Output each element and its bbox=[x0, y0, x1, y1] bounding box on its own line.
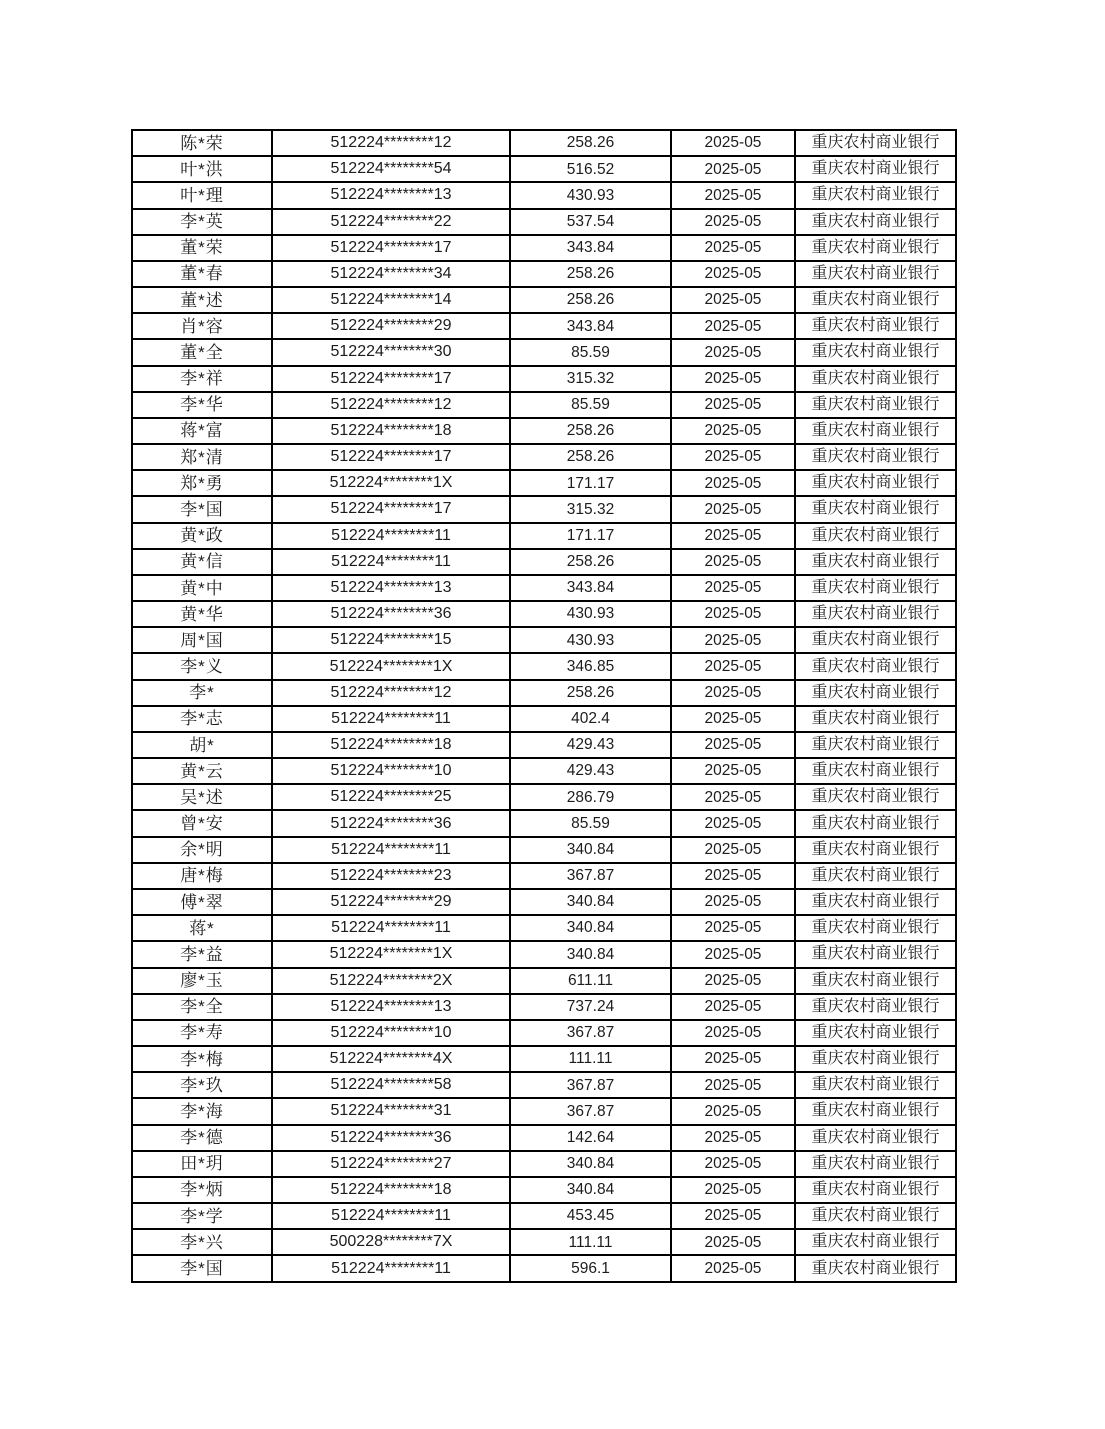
cell-id_number: 512224********17 bbox=[272, 496, 510, 522]
cell-bank: 重庆农村商业银行 bbox=[795, 156, 956, 182]
table-row bbox=[132, 496, 956, 522]
cell-month: 2025-05 bbox=[671, 1072, 795, 1098]
cell-bank: 重庆农村商业银行 bbox=[795, 889, 956, 915]
cell-name: 廖*玉 bbox=[132, 968, 272, 994]
table-row bbox=[132, 706, 956, 732]
cell-id_number: 512224********11 bbox=[272, 837, 510, 863]
cell-bank: 重庆农村商业银行 bbox=[795, 575, 956, 601]
cell-amount: 315.32 bbox=[510, 496, 671, 522]
cell-bank: 重庆农村商业银行 bbox=[795, 1177, 956, 1203]
cell-month: 2025-05 bbox=[671, 837, 795, 863]
cell-amount: 430.93 bbox=[510, 182, 671, 208]
cell-amount: 340.84 bbox=[510, 915, 671, 941]
cell-month: 2025-05 bbox=[671, 392, 795, 418]
cell-month: 2025-05 bbox=[671, 313, 795, 339]
table-row bbox=[132, 156, 956, 182]
cell-bank: 重庆农村商业银行 bbox=[795, 1020, 956, 1046]
cell-name: 吴*述 bbox=[132, 784, 272, 810]
table-row bbox=[132, 575, 956, 601]
table-row bbox=[132, 444, 956, 470]
cell-month: 2025-05 bbox=[671, 182, 795, 208]
cell-month: 2025-05 bbox=[671, 261, 795, 287]
cell-id_number: 512224********12 bbox=[272, 130, 510, 156]
cell-name: 田*玥 bbox=[132, 1151, 272, 1177]
cell-month: 2025-05 bbox=[671, 575, 795, 601]
cell-amount: 111.11 bbox=[510, 1046, 671, 1072]
cell-month: 2025-05 bbox=[671, 470, 795, 496]
cell-amount: 286.79 bbox=[510, 784, 671, 810]
cell-bank: 重庆农村商业银行 bbox=[795, 313, 956, 339]
cell-amount: 85.59 bbox=[510, 810, 671, 836]
cell-bank: 重庆农村商业银行 bbox=[795, 182, 956, 208]
cell-id_number: 512224********23 bbox=[272, 863, 510, 889]
cell-bank: 重庆农村商业银行 bbox=[795, 366, 956, 392]
cell-name: 李*寿 bbox=[132, 1020, 272, 1046]
table-row bbox=[132, 863, 956, 889]
table-row bbox=[132, 915, 956, 941]
cell-name: 傅*翠 bbox=[132, 889, 272, 915]
cell-bank: 重庆农村商业银行 bbox=[795, 627, 956, 653]
cell-month: 2025-05 bbox=[671, 706, 795, 732]
table-row bbox=[132, 130, 956, 156]
cell-id_number: 512224********13 bbox=[272, 182, 510, 208]
table-row bbox=[132, 392, 956, 418]
cell-name: 李*兴 bbox=[132, 1229, 272, 1255]
cell-bank: 重庆农村商业银行 bbox=[795, 287, 956, 313]
cell-amount: 596.1 bbox=[510, 1255, 671, 1282]
cell-name: 李*志 bbox=[132, 706, 272, 732]
cell-amount: 537.54 bbox=[510, 209, 671, 235]
cell-name: 蒋* bbox=[132, 915, 272, 941]
cell-name: 周*国 bbox=[132, 627, 272, 653]
cell-bank: 重庆农村商业银行 bbox=[795, 653, 956, 679]
cell-month: 2025-05 bbox=[671, 1203, 795, 1229]
table-row bbox=[132, 1125, 956, 1151]
table-row bbox=[132, 339, 956, 365]
cell-month: 2025-05 bbox=[671, 366, 795, 392]
table-row bbox=[132, 261, 956, 287]
cell-name: 黄*中 bbox=[132, 575, 272, 601]
cell-amount: 258.26 bbox=[510, 444, 671, 470]
cell-month: 2025-05 bbox=[671, 339, 795, 365]
table-row bbox=[132, 810, 956, 836]
cell-month: 2025-05 bbox=[671, 1151, 795, 1177]
cell-month: 2025-05 bbox=[671, 968, 795, 994]
cell-amount: 516.52 bbox=[510, 156, 671, 182]
cell-month: 2025-05 bbox=[671, 156, 795, 182]
cell-amount: 429.43 bbox=[510, 732, 671, 758]
cell-bank: 重庆农村商业银行 bbox=[795, 732, 956, 758]
cell-amount: 346.85 bbox=[510, 653, 671, 679]
cell-amount: 737.24 bbox=[510, 994, 671, 1020]
cell-name: 肖*容 bbox=[132, 313, 272, 339]
cell-name: 胡* bbox=[132, 732, 272, 758]
table-row bbox=[132, 758, 956, 784]
cell-id_number: 512224********36 bbox=[272, 601, 510, 627]
cell-id_number: 512224********11 bbox=[272, 523, 510, 549]
cell-amount: 171.17 bbox=[510, 470, 671, 496]
cell-amount: 171.17 bbox=[510, 523, 671, 549]
cell-bank: 重庆农村商业银行 bbox=[795, 968, 956, 994]
cell-id_number: 512224********58 bbox=[272, 1072, 510, 1098]
cell-month: 2025-05 bbox=[671, 810, 795, 836]
cell-id_number: 512224********4X bbox=[272, 1046, 510, 1072]
cell-amount: 315.32 bbox=[510, 366, 671, 392]
cell-bank: 重庆农村商业银行 bbox=[795, 915, 956, 941]
cell-month: 2025-05 bbox=[671, 1046, 795, 1072]
cell-month: 2025-05 bbox=[671, 627, 795, 653]
cell-name: 郑*清 bbox=[132, 444, 272, 470]
cell-id_number: 512224********17 bbox=[272, 366, 510, 392]
table-row bbox=[132, 1072, 956, 1098]
table-row bbox=[132, 1203, 956, 1229]
table-row bbox=[132, 523, 956, 549]
cell-bank: 重庆农村商业银行 bbox=[795, 470, 956, 496]
cell-name: 李*梅 bbox=[132, 1046, 272, 1072]
cell-amount: 430.93 bbox=[510, 601, 671, 627]
cell-bank: 重庆农村商业银行 bbox=[795, 1125, 956, 1151]
cell-amount: 258.26 bbox=[510, 418, 671, 444]
cell-bank: 重庆农村商业银行 bbox=[795, 1255, 956, 1282]
table-row bbox=[132, 418, 956, 444]
cell-month: 2025-05 bbox=[671, 496, 795, 522]
table-row bbox=[132, 1151, 956, 1177]
cell-month: 2025-05 bbox=[671, 130, 795, 156]
cell-name: 李*炳 bbox=[132, 1177, 272, 1203]
cell-id_number: 500228********7X bbox=[272, 1229, 510, 1255]
beneficiary-payment-table bbox=[131, 129, 957, 1283]
cell-month: 2025-05 bbox=[671, 1177, 795, 1203]
table-row bbox=[132, 313, 956, 339]
cell-bank: 重庆农村商业银行 bbox=[795, 392, 956, 418]
cell-month: 2025-05 bbox=[671, 1229, 795, 1255]
cell-name: 李*学 bbox=[132, 1203, 272, 1229]
cell-name: 李*海 bbox=[132, 1098, 272, 1124]
cell-id_number: 512224********25 bbox=[272, 784, 510, 810]
cell-amount: 258.26 bbox=[510, 549, 671, 575]
cell-name: 董*春 bbox=[132, 261, 272, 287]
cell-id_number: 512224********1X bbox=[272, 653, 510, 679]
cell-bank: 重庆农村商业银行 bbox=[795, 1046, 956, 1072]
table-row bbox=[132, 837, 956, 863]
cell-amount: 258.26 bbox=[510, 130, 671, 156]
cell-bank: 重庆农村商业银行 bbox=[795, 941, 956, 967]
cell-id_number: 512224********11 bbox=[272, 915, 510, 941]
cell-id_number: 512224********11 bbox=[272, 1203, 510, 1229]
cell-name: 李*祥 bbox=[132, 366, 272, 392]
cell-name: 郑*勇 bbox=[132, 470, 272, 496]
cell-id_number: 512224********11 bbox=[272, 706, 510, 732]
cell-id_number: 512224********18 bbox=[272, 1177, 510, 1203]
cell-id_number: 512224********10 bbox=[272, 758, 510, 784]
table-row bbox=[132, 1229, 956, 1255]
cell-month: 2025-05 bbox=[671, 209, 795, 235]
cell-bank: 重庆农村商业银行 bbox=[795, 837, 956, 863]
cell-month: 2025-05 bbox=[671, 784, 795, 810]
cell-month: 2025-05 bbox=[671, 1255, 795, 1282]
cell-month: 2025-05 bbox=[671, 915, 795, 941]
cell-bank: 重庆农村商业银行 bbox=[795, 235, 956, 261]
cell-name: 余*明 bbox=[132, 837, 272, 863]
cell-name: 李*国 bbox=[132, 496, 272, 522]
cell-name: 李*益 bbox=[132, 941, 272, 967]
cell-amount: 402.4 bbox=[510, 706, 671, 732]
cell-month: 2025-05 bbox=[671, 549, 795, 575]
cell-bank: 重庆农村商业银行 bbox=[795, 418, 956, 444]
cell-month: 2025-05 bbox=[671, 758, 795, 784]
cell-bank: 重庆农村商业银行 bbox=[795, 523, 956, 549]
table-body bbox=[132, 130, 956, 1282]
cell-id_number: 512224********31 bbox=[272, 1098, 510, 1124]
cell-amount: 611.11 bbox=[510, 968, 671, 994]
table-row bbox=[132, 1098, 956, 1124]
cell-bank: 重庆农村商业银行 bbox=[795, 994, 956, 1020]
cell-month: 2025-05 bbox=[671, 994, 795, 1020]
table-row bbox=[132, 1177, 956, 1203]
table-row bbox=[132, 889, 956, 915]
table-row bbox=[132, 941, 956, 967]
cell-amount: 367.87 bbox=[510, 1072, 671, 1098]
cell-id_number: 512224********36 bbox=[272, 810, 510, 836]
cell-name: 李*义 bbox=[132, 653, 272, 679]
cell-name: 李*玖 bbox=[132, 1072, 272, 1098]
cell-name: 董*荣 bbox=[132, 235, 272, 261]
cell-bank: 重庆农村商业银行 bbox=[795, 706, 956, 732]
cell-name: 李*英 bbox=[132, 209, 272, 235]
cell-amount: 367.87 bbox=[510, 863, 671, 889]
table-row bbox=[132, 1255, 956, 1282]
cell-id_number: 512224********12 bbox=[272, 680, 510, 706]
cell-month: 2025-05 bbox=[671, 287, 795, 313]
table-row bbox=[132, 287, 956, 313]
cell-bank: 重庆农村商业银行 bbox=[795, 784, 956, 810]
cell-amount: 343.84 bbox=[510, 235, 671, 261]
cell-month: 2025-05 bbox=[671, 601, 795, 627]
cell-id_number: 512224********17 bbox=[272, 444, 510, 470]
cell-amount: 258.26 bbox=[510, 261, 671, 287]
cell-name: 李*华 bbox=[132, 392, 272, 418]
table-row bbox=[132, 1020, 956, 1046]
cell-bank: 重庆农村商业银行 bbox=[795, 1229, 956, 1255]
cell-id_number: 512224********29 bbox=[272, 889, 510, 915]
cell-bank: 重庆农村商业银行 bbox=[795, 130, 956, 156]
cell-name: 黄*政 bbox=[132, 523, 272, 549]
cell-id_number: 512224********54 bbox=[272, 156, 510, 182]
cell-month: 2025-05 bbox=[671, 653, 795, 679]
cell-id_number: 512224********18 bbox=[272, 418, 510, 444]
cell-name: 黄*华 bbox=[132, 601, 272, 627]
cell-amount: 343.84 bbox=[510, 575, 671, 601]
cell-amount: 367.87 bbox=[510, 1020, 671, 1046]
cell-amount: 85.59 bbox=[510, 392, 671, 418]
cell-bank: 重庆农村商业银行 bbox=[795, 758, 956, 784]
cell-id_number: 512224********18 bbox=[272, 732, 510, 758]
cell-month: 2025-05 bbox=[671, 680, 795, 706]
cell-id_number: 512224********22 bbox=[272, 209, 510, 235]
cell-id_number: 512224********1X bbox=[272, 941, 510, 967]
table-row bbox=[132, 209, 956, 235]
cell-amount: 258.26 bbox=[510, 680, 671, 706]
cell-name: 黄*云 bbox=[132, 758, 272, 784]
cell-bank: 重庆农村商业银行 bbox=[795, 444, 956, 470]
cell-bank: 重庆农村商业银行 bbox=[795, 1098, 956, 1124]
table-row bbox=[132, 680, 956, 706]
cell-bank: 重庆农村商业银行 bbox=[795, 1151, 956, 1177]
cell-month: 2025-05 bbox=[671, 863, 795, 889]
cell-amount: 142.64 bbox=[510, 1125, 671, 1151]
cell-id_number: 512224********13 bbox=[272, 575, 510, 601]
cell-bank: 重庆农村商业银行 bbox=[795, 1072, 956, 1098]
cell-id_number: 512224********17 bbox=[272, 235, 510, 261]
cell-amount: 340.84 bbox=[510, 941, 671, 967]
cell-name: 唐*梅 bbox=[132, 863, 272, 889]
cell-id_number: 512224********27 bbox=[272, 1151, 510, 1177]
cell-amount: 85.59 bbox=[510, 339, 671, 365]
cell-id_number: 512224********13 bbox=[272, 994, 510, 1020]
cell-name: 李*全 bbox=[132, 994, 272, 1020]
table-row bbox=[132, 653, 956, 679]
cell-id_number: 512224********34 bbox=[272, 261, 510, 287]
table-row bbox=[132, 784, 956, 810]
cell-id_number: 512224********29 bbox=[272, 313, 510, 339]
cell-bank: 重庆农村商业银行 bbox=[795, 680, 956, 706]
cell-month: 2025-05 bbox=[671, 1020, 795, 1046]
cell-id_number: 512224********12 bbox=[272, 392, 510, 418]
cell-id_number: 512224********11 bbox=[272, 549, 510, 575]
cell-id_number: 512224********15 bbox=[272, 627, 510, 653]
table-row bbox=[132, 968, 956, 994]
cell-bank: 重庆农村商业银行 bbox=[795, 261, 956, 287]
cell-amount: 340.84 bbox=[510, 837, 671, 863]
cell-bank: 重庆农村商业银行 bbox=[795, 549, 956, 575]
cell-name: 董*全 bbox=[132, 339, 272, 365]
cell-name: 蒋*富 bbox=[132, 418, 272, 444]
cell-name: 董*述 bbox=[132, 287, 272, 313]
table-row bbox=[132, 366, 956, 392]
table-row bbox=[132, 549, 956, 575]
cell-amount: 111.11 bbox=[510, 1229, 671, 1255]
cell-name: 叶*洪 bbox=[132, 156, 272, 182]
cell-id_number: 512224********36 bbox=[272, 1125, 510, 1151]
cell-month: 2025-05 bbox=[671, 941, 795, 967]
cell-amount: 258.26 bbox=[510, 287, 671, 313]
cell-amount: 429.43 bbox=[510, 758, 671, 784]
table-row bbox=[132, 601, 956, 627]
cell-id_number: 512224********30 bbox=[272, 339, 510, 365]
table-row bbox=[132, 470, 956, 496]
cell-id_number: 512224********11 bbox=[272, 1255, 510, 1282]
cell-amount: 453.45 bbox=[510, 1203, 671, 1229]
cell-bank: 重庆农村商业银行 bbox=[795, 810, 956, 836]
cell-amount: 367.87 bbox=[510, 1098, 671, 1124]
cell-month: 2025-05 bbox=[671, 418, 795, 444]
cell-month: 2025-05 bbox=[671, 889, 795, 915]
cell-bank: 重庆农村商业银行 bbox=[795, 209, 956, 235]
cell-month: 2025-05 bbox=[671, 444, 795, 470]
cell-name: 陈*荣 bbox=[132, 130, 272, 156]
table-row bbox=[132, 994, 956, 1020]
cell-name: 李*国 bbox=[132, 1255, 272, 1282]
cell-bank: 重庆农村商业银行 bbox=[795, 1203, 956, 1229]
cell-id_number: 512224********1X bbox=[272, 470, 510, 496]
table-row bbox=[132, 235, 956, 261]
cell-name: 李*德 bbox=[132, 1125, 272, 1151]
cell-bank: 重庆农村商业银行 bbox=[795, 496, 956, 522]
table-row bbox=[132, 1046, 956, 1072]
cell-amount: 340.84 bbox=[510, 1177, 671, 1203]
cell-bank: 重庆农村商业银行 bbox=[795, 339, 956, 365]
table-row bbox=[132, 182, 956, 208]
cell-id_number: 512224********2X bbox=[272, 968, 510, 994]
table-row bbox=[132, 732, 956, 758]
cell-month: 2025-05 bbox=[671, 523, 795, 549]
cell-id_number: 512224********10 bbox=[272, 1020, 510, 1046]
cell-month: 2025-05 bbox=[671, 1098, 795, 1124]
cell-id_number: 512224********14 bbox=[272, 287, 510, 313]
cell-month: 2025-05 bbox=[671, 1125, 795, 1151]
cell-name: 曾*安 bbox=[132, 810, 272, 836]
cell-name: 李* bbox=[132, 680, 272, 706]
cell-name: 黄*信 bbox=[132, 549, 272, 575]
cell-amount: 340.84 bbox=[510, 889, 671, 915]
cell-bank: 重庆农村商业银行 bbox=[795, 863, 956, 889]
cell-month: 2025-05 bbox=[671, 235, 795, 261]
cell-name: 叶*理 bbox=[132, 182, 272, 208]
cell-amount: 343.84 bbox=[510, 313, 671, 339]
table-row bbox=[132, 627, 956, 653]
cell-month: 2025-05 bbox=[671, 732, 795, 758]
cell-amount: 340.84 bbox=[510, 1151, 671, 1177]
cell-bank: 重庆农村商业银行 bbox=[795, 601, 956, 627]
cell-amount: 430.93 bbox=[510, 627, 671, 653]
